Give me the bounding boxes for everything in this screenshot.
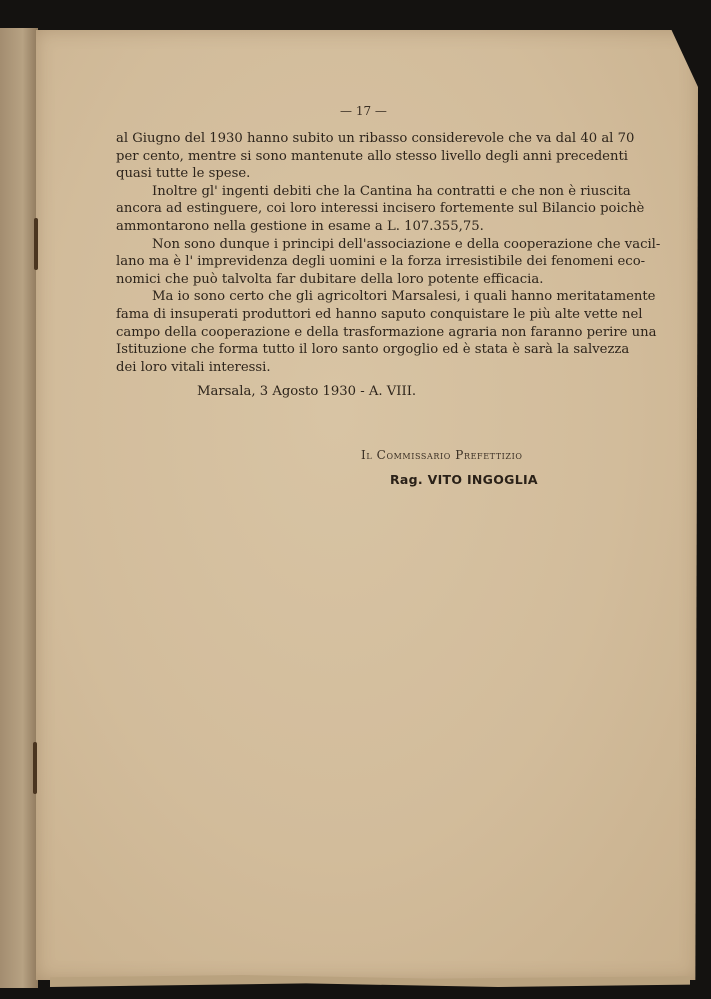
page-number: — 17 — <box>340 104 387 118</box>
facing-page-edge <box>0 28 38 988</box>
text-line: Istituzione che forma tutto il loro santo orgoglio ed è stata è sarà la salvezza <box>116 342 630 358</box>
binding-mark <box>34 218 38 270</box>
signer-title: Il Commissario Prefettizio <box>361 448 523 462</box>
text-line: lano ma è l' imprevidenza degli uomini e la forza irresistibile dei fenomeni eco- <box>116 254 646 270</box>
text-line: ammontarono nella gestione in esame a L. 107.355,75. <box>116 218 484 234</box>
body-text <box>116 130 661 376</box>
text-line: ancora ad estinguere, coi loro interessi incisero fortemente sul Bilancio poichè <box>116 201 645 217</box>
text-line: quasi tutte le spese. <box>116 166 251 182</box>
text-line: Non sono dunque i principi dell'associazione e della cooperazione che vacil- <box>152 236 661 252</box>
text-line: campo della cooperazione e della trasformazione agraria non faranno perire una <box>116 324 657 340</box>
text-line: al Giugno del 1930 hanno subito un ribasso considerevole che va dal 40 al 70 <box>116 131 635 146</box>
signer-name: Rag. VITO INGOGLIA <box>390 472 538 487</box>
text-line: Inoltre gl' ingenti debiti che la Cantina ha contratti e che non è riuscita <box>152 183 631 199</box>
text-line: dei loro vitali interessi. <box>116 359 271 375</box>
dateline: Marsala, 3 Agosto 1930 - A. VIII. <box>197 384 417 399</box>
text-line: fama di insuperati produttori ed hanno saputo conquistare le più alte vette nel <box>116 306 643 322</box>
text-line: nomici che può talvolta far dubitare della loro potente efficacia. <box>116 271 544 287</box>
text-line: Ma io sono certo che gli agricoltori Marsalesi, i quali hanno meritatamente <box>152 289 656 305</box>
text-line: per cento, mentre si sono mantenute allo stesso livello degli anni precedenti <box>116 148 629 164</box>
binding-mark <box>33 742 37 794</box>
